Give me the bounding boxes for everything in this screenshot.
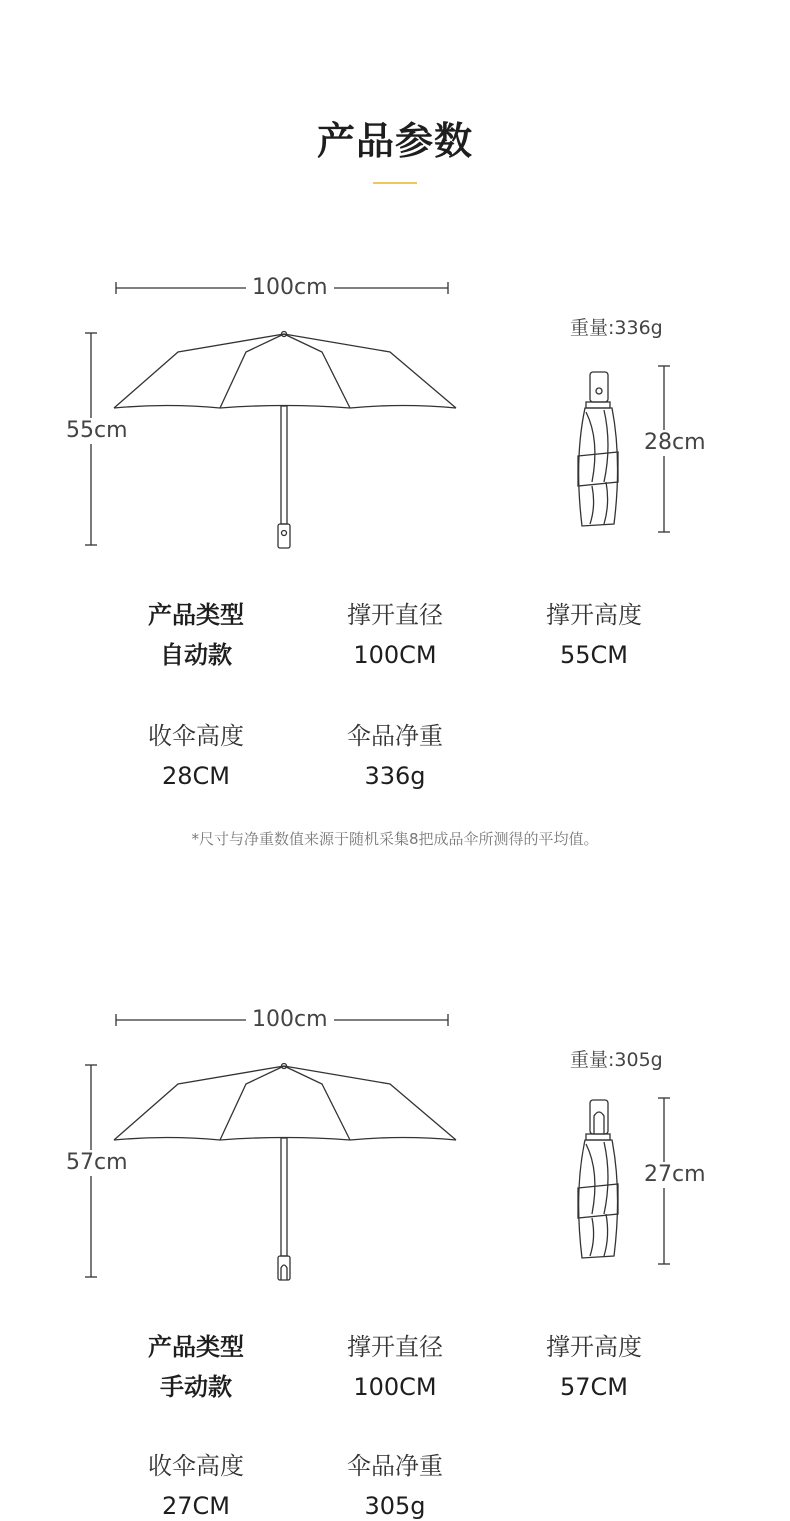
width-dimension-label: 100cm — [246, 1007, 334, 1033]
spec-value: 100CM — [353, 1373, 437, 1401]
spec-label: 伞品净重 — [347, 722, 443, 750]
spec-label: 收伞高度 — [148, 1452, 244, 1480]
spec-value: 手动款 — [160, 1373, 232, 1401]
spec-label: 收伞高度 — [148, 722, 244, 750]
spec-label: 产品类型 — [148, 601, 244, 629]
spec-open-height — [494, 1332, 694, 1402]
spec-label: 撑开直径 — [347, 601, 443, 629]
spec-net-weight — [295, 721, 495, 791]
spec-folded-height — [96, 1451, 296, 1521]
spec-open-diameter — [295, 1332, 495, 1402]
spec-product-type — [96, 1332, 296, 1402]
spec-value: 自动款 — [160, 641, 232, 669]
umbrella-diagram-manual — [0, 992, 790, 1292]
spec-value: 336g — [364, 762, 426, 790]
spec-open-height — [494, 600, 694, 670]
spec-value: 57CM — [559, 1373, 628, 1401]
title-underline — [373, 182, 417, 184]
umbrella-diagram-auto — [0, 260, 790, 560]
folded-height-label: 27cm — [644, 1162, 706, 1187]
umbrella-drawing-auto — [0, 260, 790, 560]
spec-value: 100CM — [353, 641, 437, 669]
folded-height-label: 28cm — [644, 430, 706, 455]
spec-label: 撑开高度 — [546, 1333, 642, 1361]
weight-label: 重量:305g — [570, 1049, 663, 1071]
spec-value: 55CM — [559, 641, 628, 669]
spec-open-diameter — [295, 600, 495, 670]
spec-label: 产品类型 — [148, 1333, 244, 1361]
spec-folded-height — [96, 721, 296, 791]
spec-value: 305g — [364, 1492, 426, 1520]
height-dimension-label: 55cm — [66, 418, 128, 443]
weight-label: 重量:336g — [570, 317, 663, 339]
spec-label: 伞品净重 — [347, 1452, 443, 1480]
spec-value: 28CM — [161, 762, 230, 790]
page-title: 产品参数 — [316, 119, 473, 163]
height-dimension-label: 57cm — [66, 1150, 128, 1175]
spec-net-weight — [295, 1451, 495, 1521]
spec-label: 撑开高度 — [546, 601, 642, 629]
width-dimension-label: 100cm — [246, 275, 334, 301]
umbrella-drawing-manual — [0, 992, 790, 1292]
spec-product-type — [96, 600, 296, 670]
spec-label: 撑开直径 — [347, 1333, 443, 1361]
measurement-note: *尺寸与净重数值来源于随机采集8把成品伞所测得的平均值。 — [191, 830, 599, 848]
spec-value: 27CM — [161, 1492, 230, 1520]
